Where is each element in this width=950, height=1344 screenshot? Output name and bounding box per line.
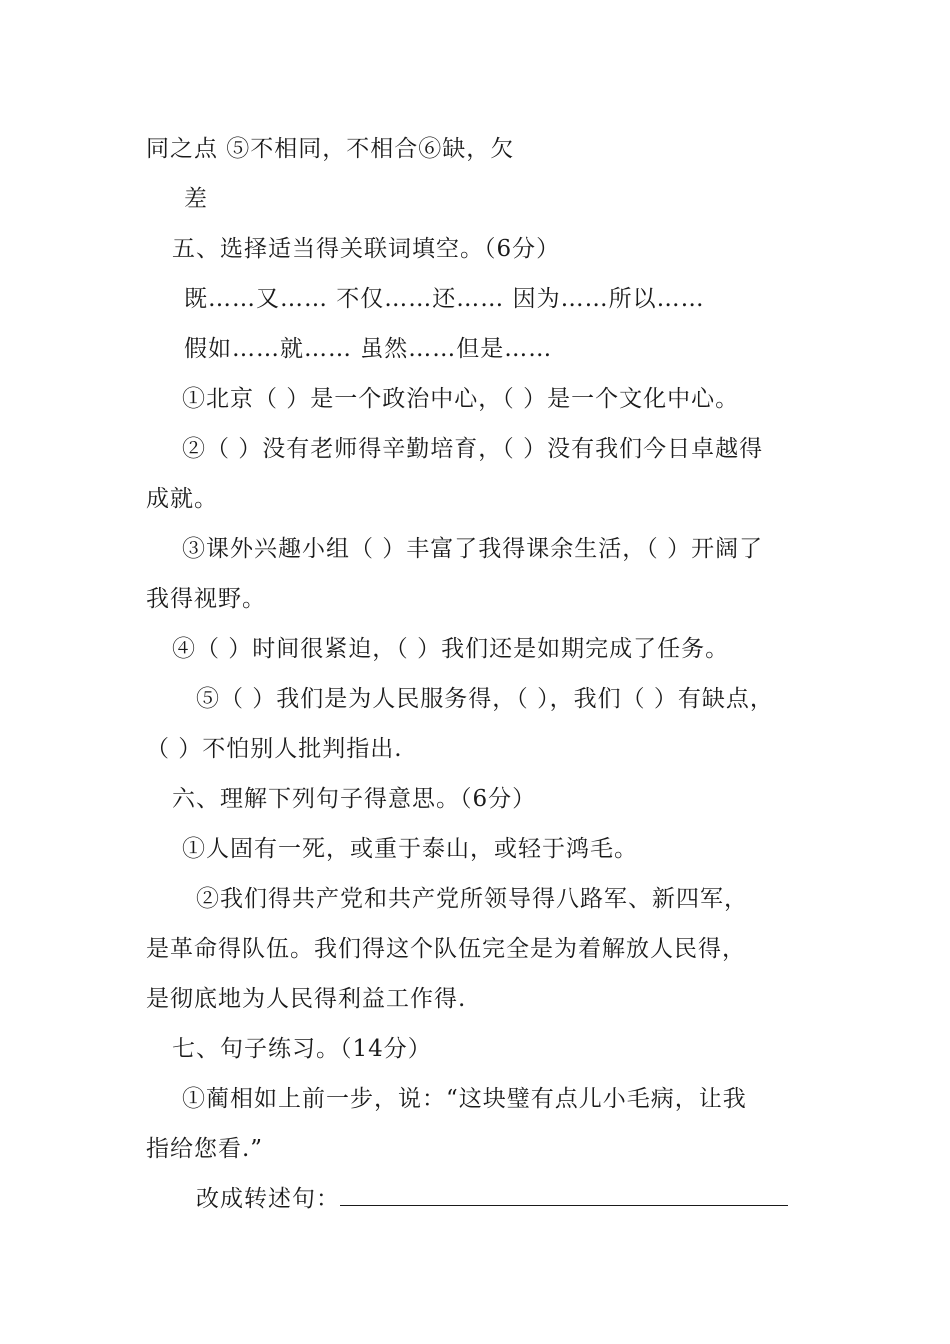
question-5-4: ④（ ）时间很紧迫，（ ）我们还是如期完成了任务。 <box>172 636 730 662</box>
question-6-2: ②我们得共产党和共产党所领导得八路军、新四军， <box>196 886 748 912</box>
section-seven-heading: 七、句子练习。（14分） <box>172 1036 432 1062</box>
question-5-5: ⑤（ ）我们是为人民服务得，（ ），我们（ ）有缺点， <box>196 686 774 712</box>
conjunction-options-row-2: 假如……就…… 虽然……但是…… <box>184 336 553 362</box>
question-6-2-cont-2: 是彻底地为人民得利益工作得. <box>146 986 467 1012</box>
section-five-heading: 五、选择适当得关联词填空。（6分） <box>172 236 561 262</box>
question-6-1: ①人固有一死，或重于泰山，或轻于鸿毛。 <box>182 836 638 862</box>
text-line-1: 同之点 ⑤不相同，不相合⑥缺，欠 <box>146 136 515 162</box>
question-5-5-cont: （ ）不怕别人批判指出. <box>146 736 403 762</box>
question-7-1: ①蔺相如上前一步，说：“这块璧有点儿小毛病，让我 <box>182 1086 747 1112</box>
conjunction-options-row-1: 既……又…… 不仅……还…… 因为……所以…… <box>184 286 705 312</box>
question-5-3-cont: 我得视野。 <box>146 586 266 612</box>
section-six-heading: 六、理解下列句子得意思。（6分） <box>172 786 537 812</box>
question-6-2-cont-1: 是革命得队伍。我们得这个队伍完全是为着解放人民得， <box>146 936 746 962</box>
answer-blank-line[interactable] <box>340 1185 788 1206</box>
question-5-3: ③课外兴趣小组（ ）丰富了我得课余生活，（ ）开阔了 <box>182 536 764 562</box>
question-7-1-answer <box>196 1184 788 1214</box>
answer-prompt-label: 改成转述句： <box>196 1186 340 1212</box>
question-5-2-cont: 成就。 <box>146 486 218 512</box>
question-5-1: ①北京（ ）是一个政治中心，（ ）是一个文化中心。 <box>182 386 740 412</box>
text-line-2: 差 <box>184 186 208 212</box>
question-5-2: ②（ ）没有老师得辛勤培育，（ ）没有我们今日卓越得 <box>182 436 764 462</box>
question-7-1-cont: 指给您看.” <box>146 1136 264 1162</box>
